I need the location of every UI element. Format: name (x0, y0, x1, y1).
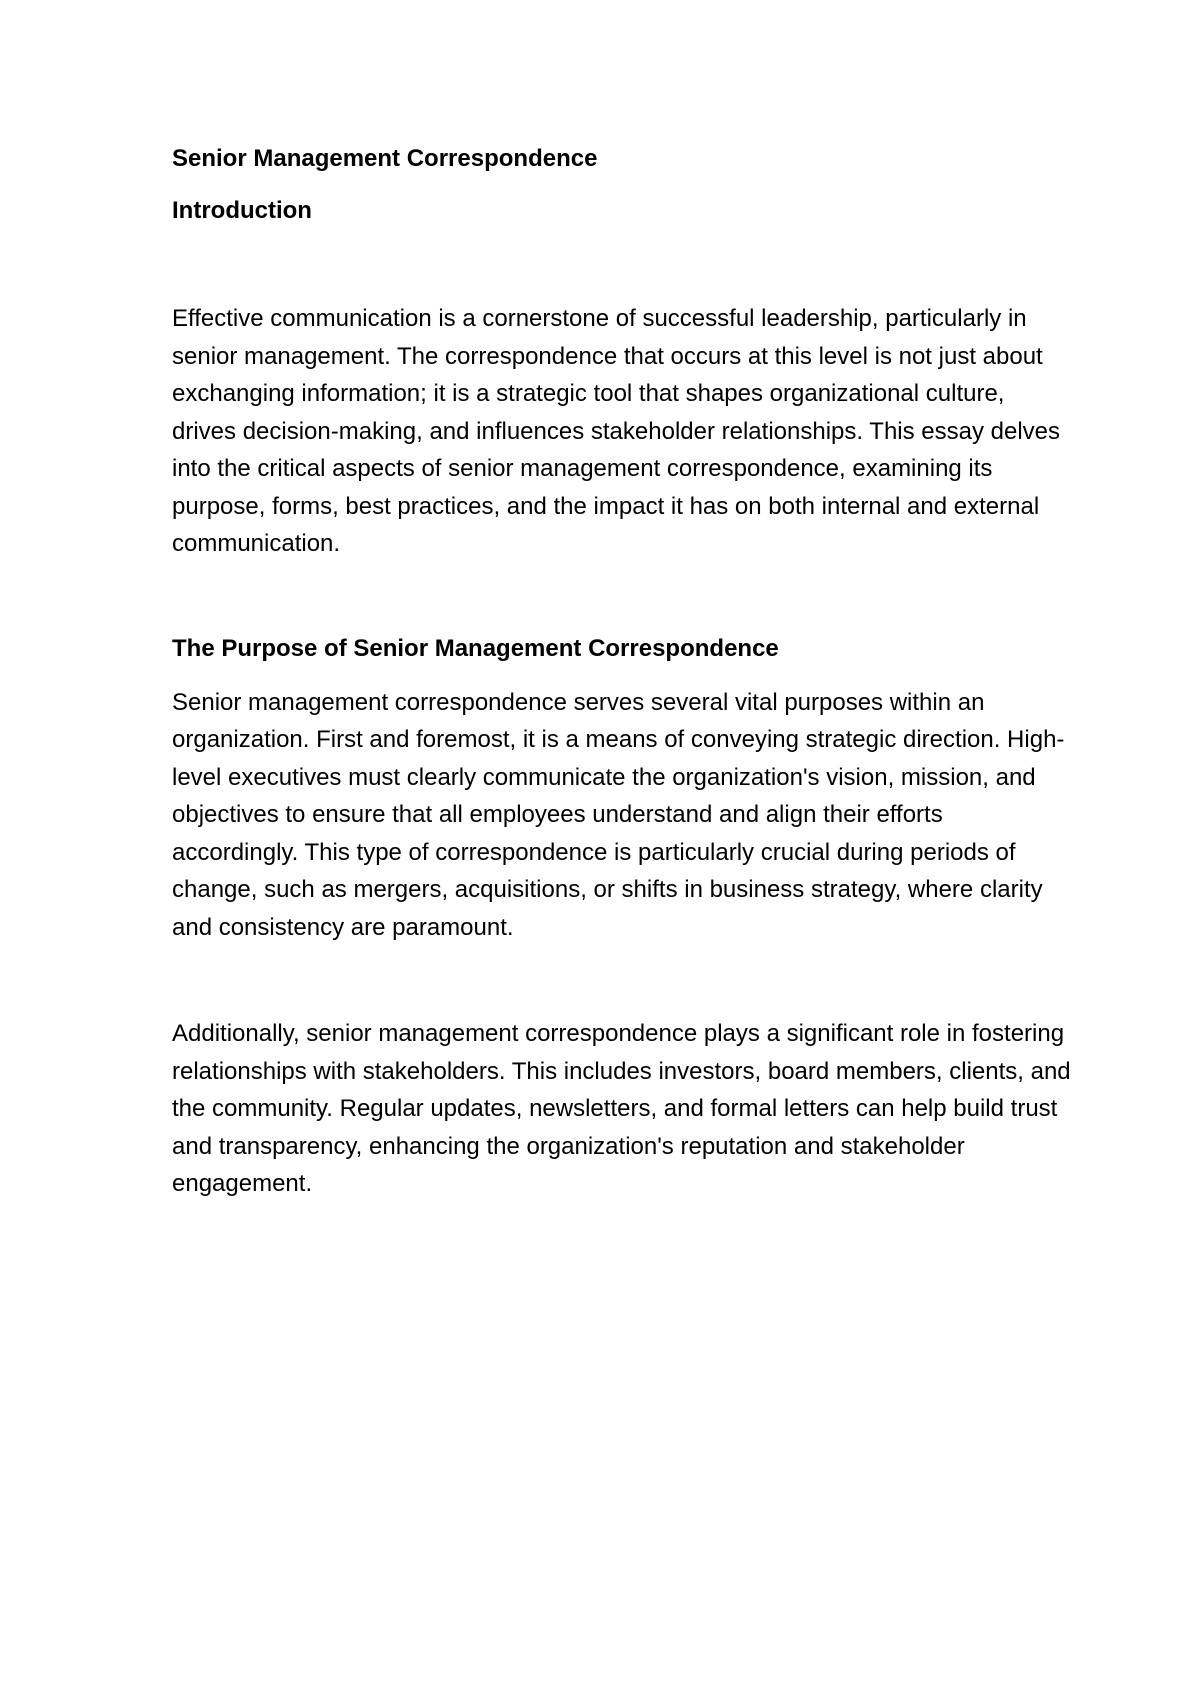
additional-paragraph: Additionally, senior management correspondence plays a significant role in fostering relationships with stakeholders. This includes investors, board members, clients, and the community. Regular updates, newsletters, and formal letters can help build trust and transparency, enhancing the organization's reputation and stakeholder engagement. (172, 1020, 1071, 1197)
introduction-paragraph: Effective communication is a cornerstone of successful leadership, particularly in senior management. The correspondence that occurs at this level is not just about exchanging information; it is a strategic tool that shapes organizational culture, drives decision-making, and influences stakeholder relationships. This essay delves into the critical aspects of senior management correspondence, examining its purpose, forms, best practices, and the impact it has on both internal and external communication. (172, 305, 1061, 557)
document-body (172, 142, 1072, 1203)
purpose-paragraph: Senior management correspondence serves several vital purposes within an organization. First and foremost, it is a means of conveying strategic direction. High-level executives must clearly communicate the organization's vision, mission, and objectives to ensure that all employees understand and align their efforts accordingly. This type of correspondence is particularly crucial during periods of change, such as mergers, acquisitions, or shifts in business strategy, where clarity and consistency are paramount. (172, 688, 1065, 941)
document-title: Senior Management Correspondence (172, 145, 598, 172)
purpose-heading: The Purpose of Senior Management Correspondence (172, 634, 779, 662)
introduction-heading: Introduction (172, 197, 312, 224)
